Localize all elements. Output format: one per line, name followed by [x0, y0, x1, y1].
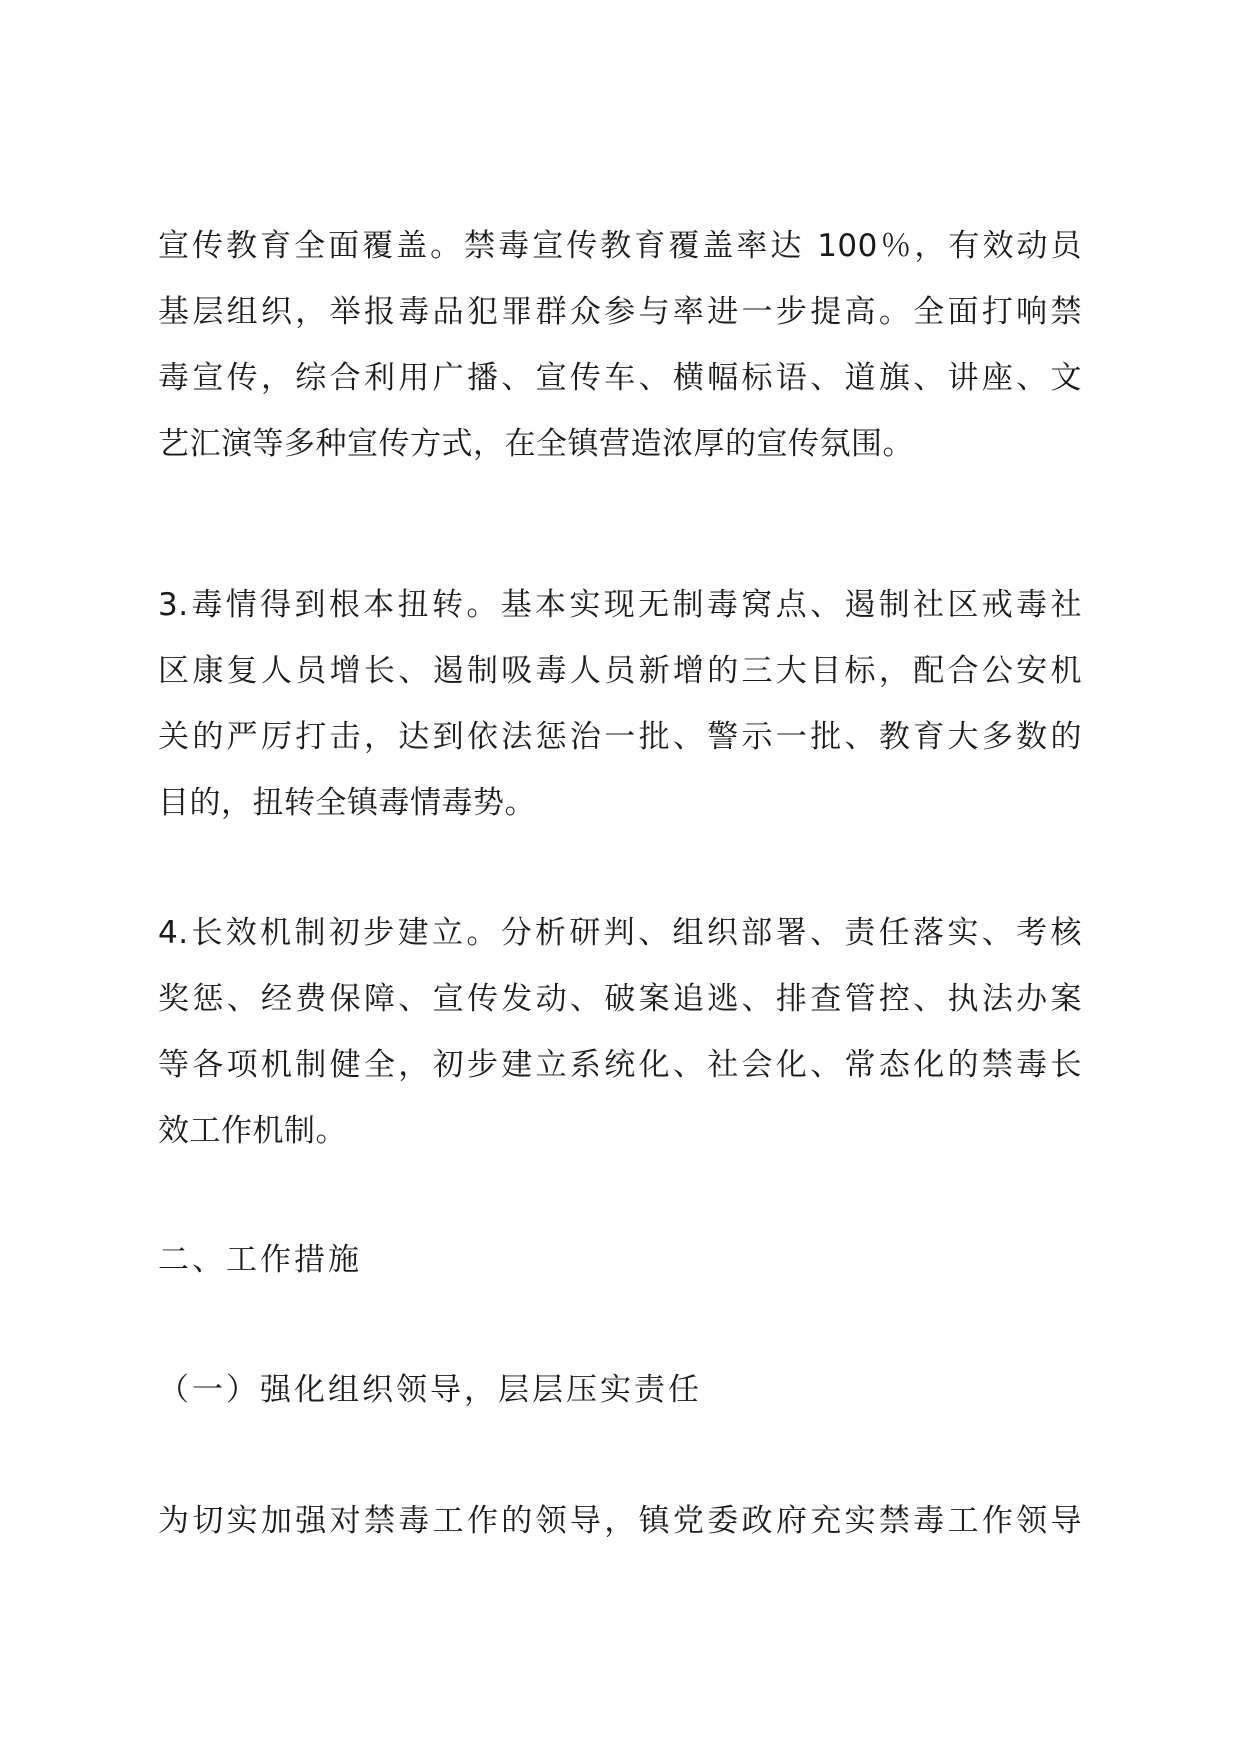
text-line: 效工作机制。 [158, 1113, 347, 1149]
text-line: 4.长效机制初步建立。分析研判、组织部署、责任落实、考核 [158, 915, 1082, 951]
text-line: 艺汇演等多种宣传方式，在全镇营造浓厚的宣传氛围。 [158, 426, 914, 462]
text-line: 3.毒情得到根本扭转。基本实现无制毒窝点、遏制社区戒毒社 [158, 587, 1082, 623]
paragraph-leadership [158, 1488, 1082, 1554]
text-line: 奖惩、经费保障、宣传发动、破案追逃、排查管控、执法办案 [158, 981, 1082, 1017]
sub-heading-text: （一）强化组织领导，层层压实责任 [158, 1372, 702, 1408]
text-line: 毒宣传，综合利用广播、宣传车、横幅标语、道旗、讲座、文 [158, 360, 1082, 396]
paragraph-propaganda [158, 213, 1082, 477]
text-line: 宣传教育全面覆盖。禁毒宣传教育覆盖率达 100％，有效动员 [158, 228, 1082, 264]
paragraph-mechanism [158, 900, 1082, 1164]
text-line: 基层组织，举报毒品犯罪群众参与率进一步提高。全面打响禁 [158, 294, 1082, 330]
text-line: 关的严厉打击，达到依法惩治一批、警示一批、教育大多数的 [158, 719, 1082, 755]
sub-heading [158, 1357, 1082, 1423]
text-line: 为切实加强对禁毒工作的领导，镇党委政府充实禁毒工作领导 [158, 1503, 1082, 1539]
text-line: 等各项机制健全，初步建立系统化、社会化、常态化的禁毒长 [158, 1047, 1082, 1083]
section-heading-text: 二、工作措施 [158, 1242, 362, 1278]
paragraph-drug-situation [158, 572, 1082, 836]
section-heading [158, 1227, 1082, 1293]
text-line: 区康复人员增长、遏制吸毒人员新增的三大目标，配合公安机 [158, 653, 1082, 689]
text-line: 目的，扭转全镇毒情毒势。 [158, 785, 536, 821]
